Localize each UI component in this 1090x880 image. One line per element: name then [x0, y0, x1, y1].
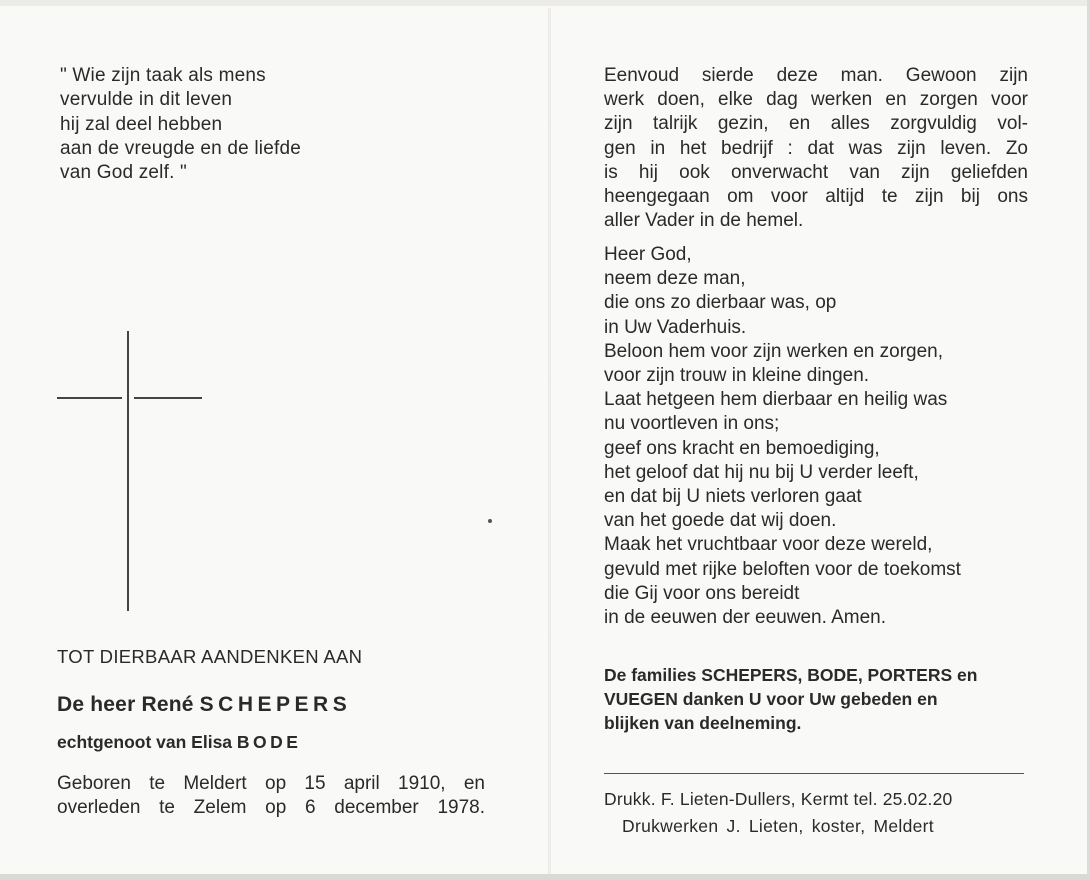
paragraph-line: heengegaan om voor altijd te zijn bij ons	[604, 186, 1028, 208]
thanks-line: VUEGEN danken U voor Uw gebeden en	[604, 689, 938, 709]
card-bottom-edge	[0, 874, 1090, 880]
spouse-prefix: echtgenoot van Elisa	[57, 732, 233, 752]
paragraph-line: aller Vader in de hemel.	[604, 210, 804, 232]
cross-right-arm	[134, 397, 202, 399]
cross-left-arm	[57, 397, 122, 399]
birth-line: Geboren te Meldert op 15 april 1910, en	[57, 773, 485, 794]
card-fold	[548, 8, 551, 874]
cross-vertical-bar	[127, 331, 129, 611]
name-prefix: De heer René	[57, 693, 194, 716]
memorial-heading: TOT DIERBAAR AANDENKEN AAN	[57, 646, 363, 667]
divider	[604, 773, 1024, 774]
thanks-line: blijken van deelneming.	[604, 713, 802, 733]
life-dates	[57, 772, 485, 820]
paragraph-line: is hij ook onverwacht van zijn geliefden	[604, 161, 1028, 183]
ink-speck	[488, 519, 492, 523]
spouse-line	[57, 732, 301, 753]
paragraph-line: Eenvoud sierde deze man. Gewoon zijn	[604, 65, 1028, 86]
tribute-paragraph	[604, 64, 1028, 233]
thanks-line: De families SCHEPERS, BODE, PORTERS en	[604, 665, 978, 685]
printer-credit-secondary: Drukwerken J. Lieten, koster, Meldert	[622, 816, 934, 836]
printer-credit: Drukk. F. Lieten-Dullers, Kermt tel. 25.02.20	[604, 789, 953, 809]
card-top-edge	[0, 0, 1090, 6]
opening-quote: " Wie zijn taak als mens vervulde in dit leven hij zal deel hebben aan de vreugde en de liefde van God zelf. "	[60, 65, 301, 184]
paragraph-line: werk doen, elke dag werken en zorgen voor	[604, 89, 1028, 111]
deceased-name	[57, 693, 351, 717]
name-surname: SCHEPERS	[199, 693, 352, 716]
prayer-text: Heer God, neem deze man, die ons zo dierbaar was, op in Uw Vaderhuis. Beloon hem voor zijn werken en zorgen, voor zijn trouw in kleine dingen. Laat hetgeen hem dierbaar en heilig was nu voortleven in ons; geef ons kracht en bemoediging, het geloof dat hij nu bij U verder leeft, en dat bij U niets verloren gaat van het goede dat wij doen. Maak het vruchtbaar voor deze wereld, gevuld met rijke beloften voor de toekomst die Gij voor ons bereidt in de eeuwen der eeuwen. Amen.	[604, 244, 961, 629]
paragraph-line: zijn talrijk gezin, en alles zorgvuldig vol-	[604, 113, 1028, 135]
death-line: overleden te Zelem op 6 december 1978.	[57, 797, 485, 818]
spouse-surname: BODE	[236, 732, 302, 752]
paragraph-line: gen in het bedrijf : dat was zijn leven. Zo	[604, 137, 1028, 159]
family-thanks	[604, 663, 1028, 735]
